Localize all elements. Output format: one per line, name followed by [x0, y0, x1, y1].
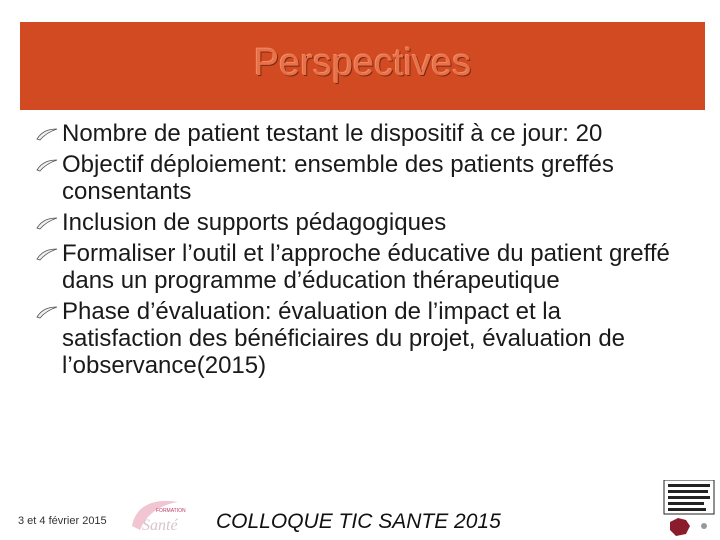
footer-title: COLLOQUE TIC SANTE 2015 — [216, 510, 501, 533]
slide-title: Perspectives — [253, 41, 472, 84]
svg-text:Santé: Santé — [142, 517, 178, 534]
list-item — [36, 151, 686, 205]
feather-swoosh-icon — [36, 305, 58, 319]
tour-de-france-numerique-logo — [660, 480, 716, 538]
bullet-text: Nombre de patient testant le dispositif à ce jour: 20 — [62, 120, 603, 147]
list-item — [36, 298, 686, 379]
bullet-text: Phase d’évaluation: évaluation de l’impact et la satisfaction des bénéficiaires du projet, évaluation de l’observance(2015) — [62, 298, 626, 379]
list-item — [36, 209, 686, 236]
bullet-text: Formaliser l’outil et l’approche éducative du patient greffé dans un programme d’éducation thérapeutique — [62, 240, 670, 294]
feather-swoosh-icon — [36, 216, 58, 230]
footer-date: 3 et 4 février 2015 — [18, 515, 107, 527]
bullet-text: Inclusion de supports pédagogiques — [62, 209, 447, 236]
feather-swoosh-icon — [36, 158, 58, 172]
formation-sante-logo — [126, 496, 188, 536]
feather-swoosh-icon — [36, 247, 58, 261]
bullet-list — [36, 120, 686, 383]
bullet-text: Objectif déploiement: ensemble des patients greffés consentants — [62, 151, 614, 205]
title-band — [20, 22, 705, 110]
list-item — [36, 240, 686, 294]
svg-text:FORMATION: FORMATION — [156, 508, 186, 514]
feather-swoosh-icon — [36, 127, 58, 141]
list-item — [36, 120, 686, 147]
